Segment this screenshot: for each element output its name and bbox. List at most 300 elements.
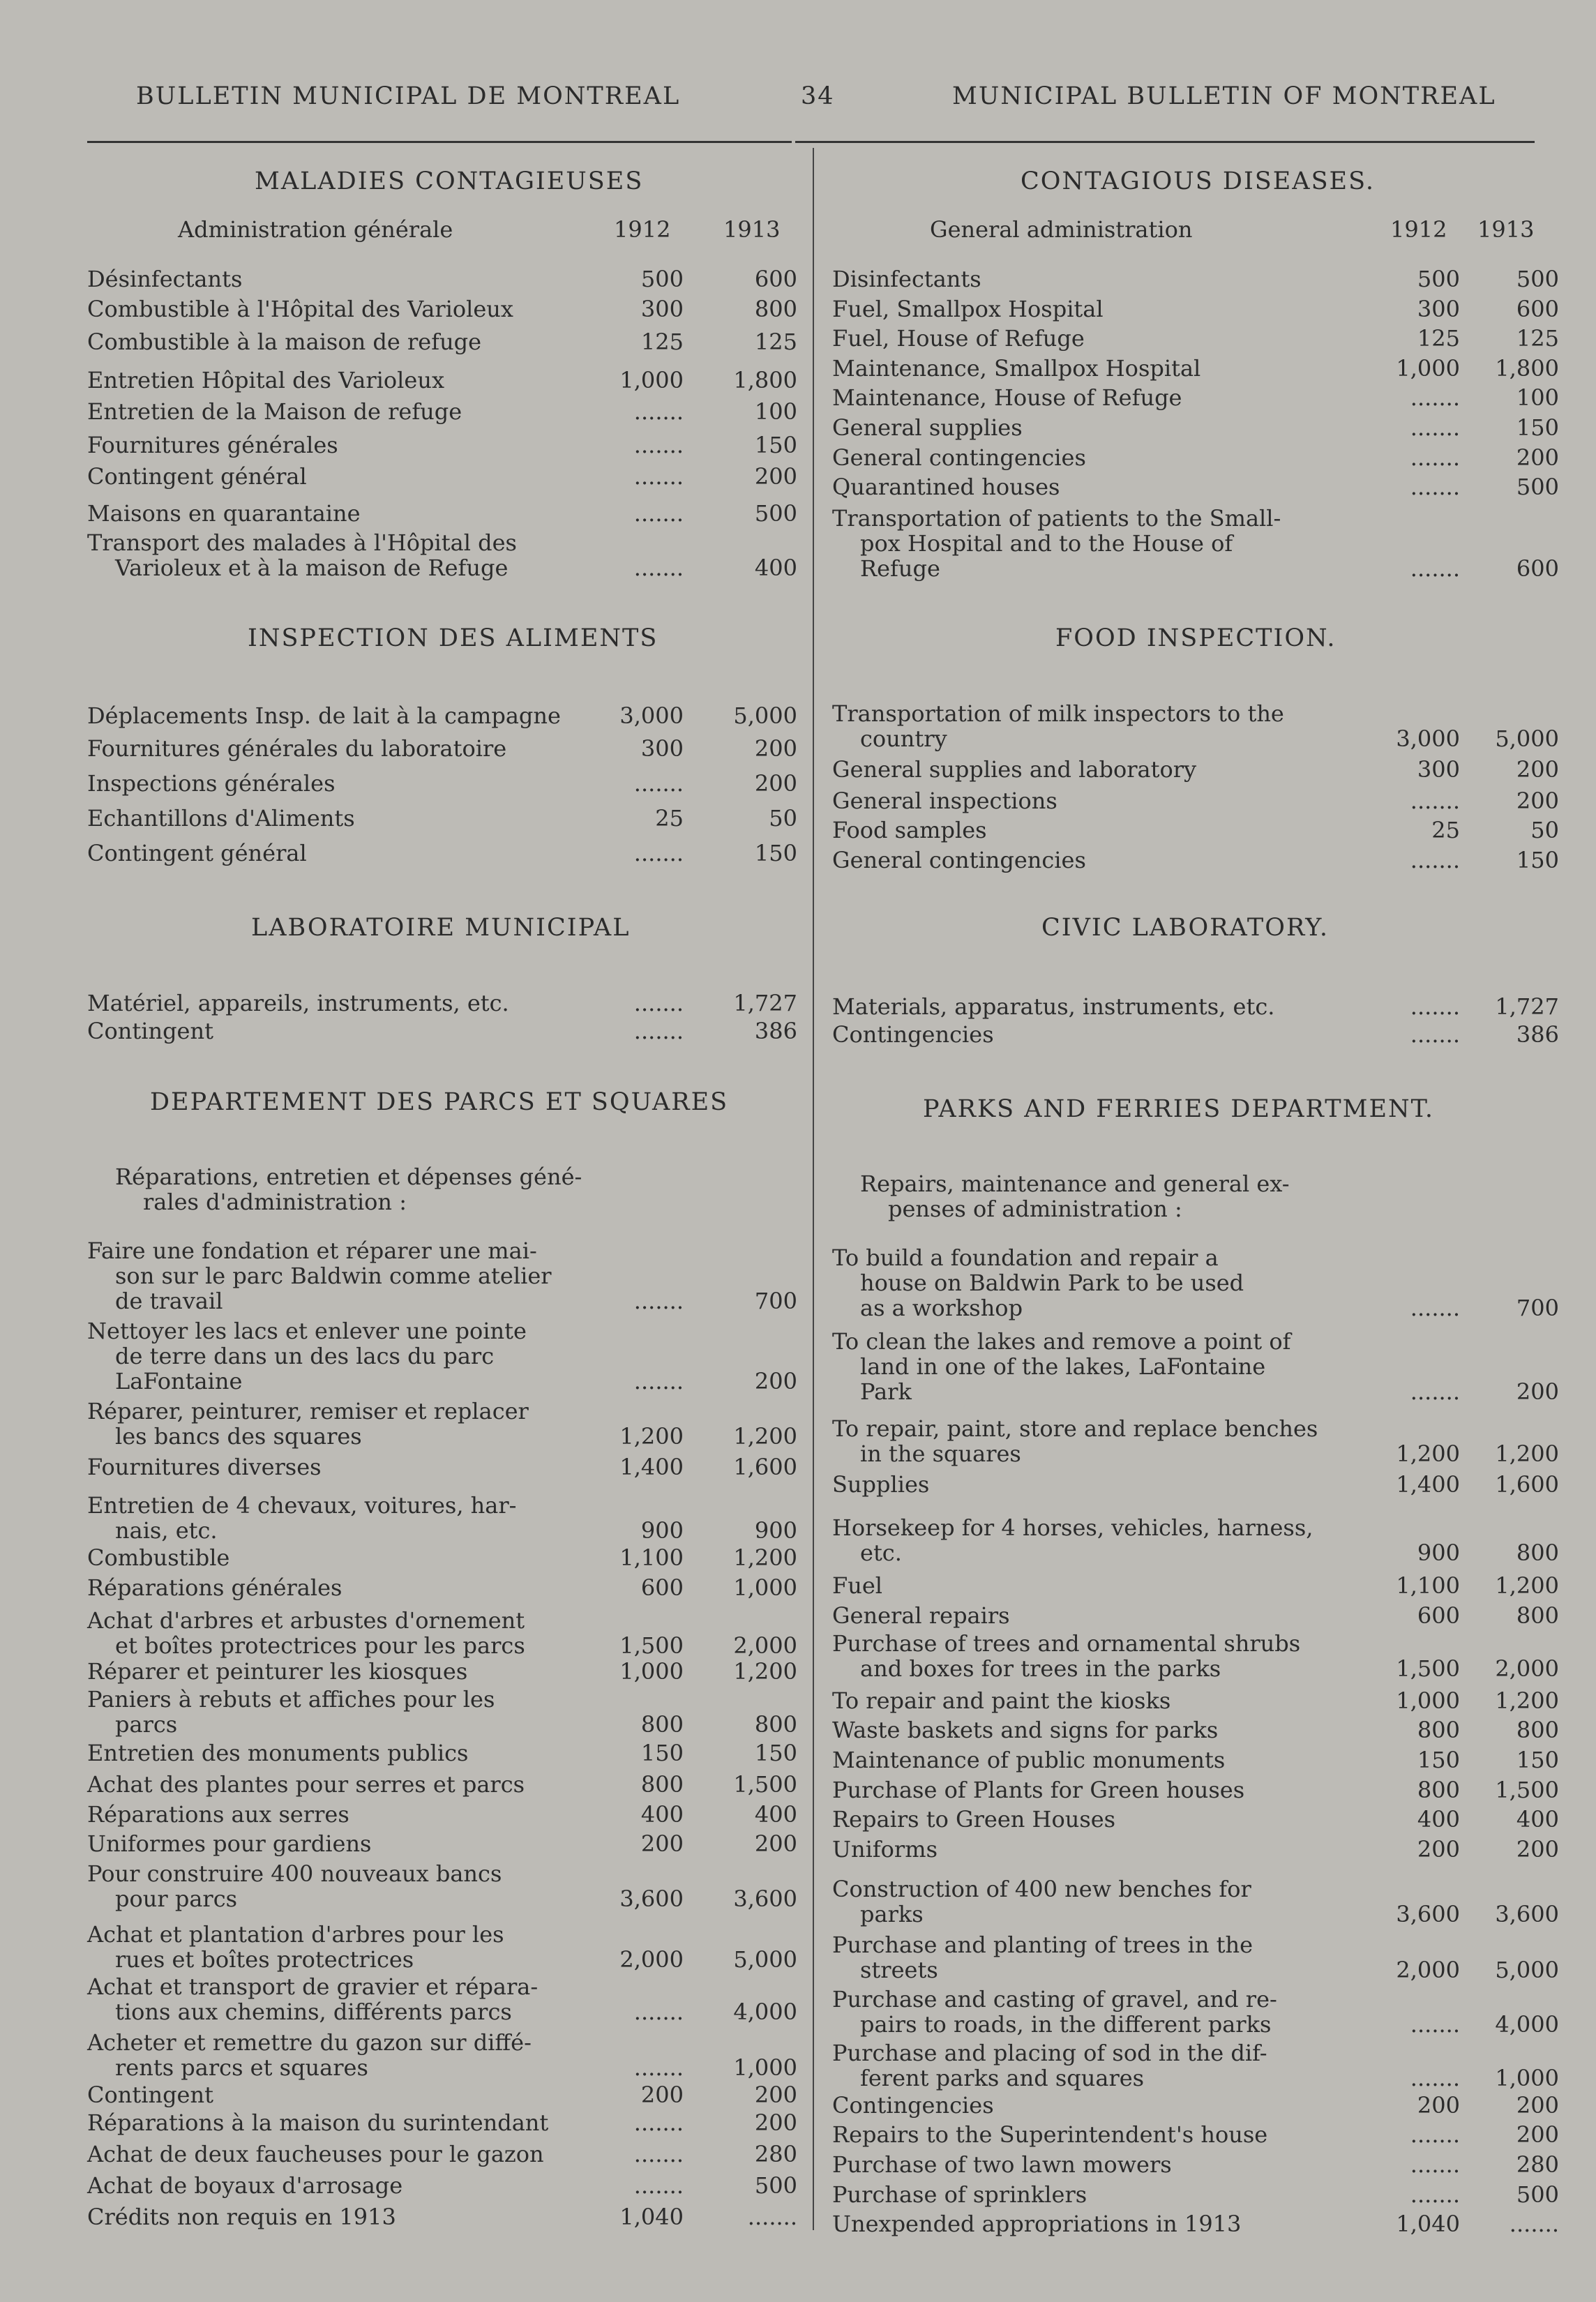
section-subhead-line: rales d'administration :: [143, 1189, 407, 1215]
row-description: [832, 1777, 1320, 1803]
value-1913: 200: [754, 1368, 797, 1394]
description-line: parks: [860, 1901, 924, 1927]
value-1913: 4,000: [733, 1999, 797, 2025]
value-1913: 800: [1516, 1717, 1559, 1743]
row-description: [87, 296, 575, 322]
row-description: [87, 1740, 575, 1766]
row-description: [832, 1329, 1320, 1404]
value-1912: .......: [1410, 2151, 1460, 2178]
year-1912-heading: 1912: [1390, 216, 1447, 243]
row-description: [832, 1472, 1320, 1497]
value-1912: 800: [640, 1771, 684, 1798]
value-1912: 3,600: [619, 1886, 684, 1912]
value-1912: 600: [640, 1574, 684, 1601]
row-description: [832, 2122, 1320, 2147]
value-1913: 5,000: [1495, 1957, 1559, 1983]
value-1912: 1,200: [619, 1423, 684, 1450]
description-line: pox Hospital and to the House of: [860, 530, 1233, 557]
description-line: Entretien Hôpital des Varioleux: [87, 367, 444, 393]
description-line: Réparer et peinturer les kiosques: [87, 1658, 468, 1685]
value-1912: 1,040: [619, 2204, 684, 2230]
section-title: DEPARTEMENT DES PARCS ET SQUARES: [150, 1088, 729, 1116]
value-1912: 2,000: [1396, 1957, 1460, 1983]
value-1912: 150: [1417, 1747, 1460, 1773]
description-line: General contingencies: [832, 847, 1086, 873]
value-1913: 1,200: [733, 1423, 797, 1450]
row-description: [832, 356, 1320, 381]
value-1913: 4,000: [1495, 2011, 1559, 2038]
value-1912: 200: [640, 1830, 684, 1857]
value-1913: 200: [754, 463, 797, 490]
value-1913: 5,000: [733, 1946, 797, 1973]
description-line: Fournitures diverses: [87, 1454, 322, 1480]
row-description: [832, 445, 1320, 470]
row-description: [87, 1608, 575, 1658]
value-1912: 300: [1417, 296, 1460, 322]
row-description: [832, 1603, 1320, 1628]
value-1912: .......: [1410, 444, 1460, 471]
description-line: Uniformes pour gardiens: [87, 1830, 372, 1857]
row-description: [832, 1573, 1320, 1598]
description-line: Purchase and planting of trees in the: [832, 1932, 1254, 1958]
value-1913: 50: [1530, 817, 1559, 843]
description-line: nais, etc.: [115, 1517, 218, 1544]
value-1912: .......: [633, 1368, 684, 1394]
value-1912: .......: [633, 398, 684, 425]
description-line: Repairs to the Superintendent's house: [832, 2121, 1268, 2148]
description-line: Contingent: [87, 2082, 213, 2108]
description-line: To build a foundation and repair a: [832, 1244, 1219, 1271]
value-1912: 900: [640, 1517, 684, 1544]
value-1912: 300: [640, 735, 684, 762]
value-1913: 125: [1516, 325, 1559, 352]
description-line: son sur le parc Baldwin comme atelier: [115, 1263, 552, 1289]
description-line: as a workshop: [860, 1295, 1023, 1321]
value-1913: 200: [754, 2109, 797, 2136]
value-1913: 800: [1516, 1602, 1559, 1629]
value-1913: 150: [1516, 847, 1559, 873]
description-line: Purchase and casting of gravel, and re-: [832, 1986, 1277, 2013]
year-1913-heading: 1913: [723, 216, 781, 243]
section-subhead-line: penses of administration :: [888, 1196, 1182, 1222]
row-description: [87, 1545, 575, 1570]
row-description: [832, 2040, 1320, 2091]
description-line: Réparations générales: [87, 1574, 342, 1601]
description-line: Désinfectants: [87, 266, 243, 292]
value-1912: .......: [1410, 2065, 1460, 2091]
value-1912: .......: [1410, 384, 1460, 411]
value-1912: 200: [1417, 1836, 1460, 1863]
row-description: [832, 788, 1320, 813]
row-description: [87, 771, 575, 796]
row-description: [87, 1238, 575, 1314]
value-1912: .......: [633, 2054, 684, 2081]
value-1912: 125: [640, 329, 684, 355]
value-1913: 700: [754, 1288, 797, 1314]
description-line: Achat de boyaux d'arrosage: [87, 2172, 403, 2199]
description-line: Maisons en quarantaine: [87, 500, 361, 527]
value-1912: 1,000: [1396, 355, 1460, 382]
description-line: Varioleux et à la maison de Refuge: [115, 555, 509, 581]
row-description: [87, 501, 575, 526]
row-description: [832, 1932, 1320, 1983]
description-line: country: [860, 725, 947, 752]
row-description: [87, 2110, 575, 2135]
description-line: Achat et plantation d'arbres pour les: [87, 1921, 504, 1948]
description-line: Réparer, peinturer, remiser et replacer: [87, 1398, 529, 1424]
value-1912: .......: [1410, 993, 1460, 1020]
section-subhead-line: Réparations, entretien et dépenses géné-: [115, 1164, 582, 1190]
description-line: Achat des plantes pour serres et parcs: [87, 1771, 525, 1798]
description-line: Purchase of sprinklers: [832, 2181, 1087, 2208]
value-1912: 1,000: [1396, 1687, 1460, 1714]
value-1913: 1,200: [1495, 1440, 1559, 1467]
value-1913: 600: [1516, 296, 1559, 322]
header-rule-right: [795, 141, 1535, 143]
row-description: [832, 2152, 1320, 2177]
value-1912: 1,100: [619, 1544, 684, 1571]
description-line: Unexpended appropriations in 1913: [832, 2211, 1242, 2237]
value-1913: 280: [1516, 2151, 1559, 2178]
row-description: [832, 2182, 1320, 2207]
description-line: General contingencies: [832, 444, 1086, 471]
description-line: pour parcs: [115, 1886, 238, 1912]
value-1912: .......: [633, 432, 684, 458]
row-description: [87, 1018, 575, 1044]
description-line: Réparations aux serres: [87, 1801, 349, 1828]
row-description: [87, 991, 575, 1016]
row-description: [832, 1876, 1320, 1927]
row-description: [832, 1631, 1320, 1681]
row-description: [832, 1688, 1320, 1713]
value-1913: 1,600: [733, 1454, 797, 1480]
value-1912: .......: [633, 463, 684, 490]
description-line: Faire une fondation et réparer une mai-: [87, 1237, 537, 1264]
value-1912: .......: [1410, 1378, 1460, 1405]
description-line: de travail: [115, 1288, 223, 1314]
value-1912: 800: [640, 1711, 684, 1738]
description-line: ferent parks and squares: [860, 2065, 1145, 2091]
value-1913: 1,727: [733, 990, 797, 1016]
value-1913: 200: [754, 770, 797, 797]
row-description: [87, 2082, 575, 2107]
description-line: General supplies: [832, 414, 1023, 441]
value-1913: 1,200: [733, 1658, 797, 1685]
value-1913: 500: [1516, 266, 1559, 292]
description-line: Contingent général: [87, 840, 307, 866]
description-line: Fuel, House of Refuge: [832, 325, 1085, 352]
description-line: To repair, paint, store and replace benches: [832, 1415, 1318, 1442]
description-line: To repair and paint the kiosks: [832, 1687, 1171, 1714]
value-1913: 1,727: [1495, 993, 1559, 1020]
value-1913: 1,000: [733, 2054, 797, 2081]
value-1912: 2,000: [619, 1946, 684, 1973]
value-1913: 1,000: [733, 1574, 797, 1601]
value-1912: .......: [1410, 2011, 1460, 2038]
description-line: General supplies and laboratory: [832, 756, 1197, 783]
row-description: [87, 1922, 575, 1972]
description-line: Achat de deux faucheuses pour le gazon: [87, 2141, 544, 2167]
row-description: [87, 2204, 575, 2229]
value-1913: 386: [1516, 1021, 1559, 1048]
value-1912: 500: [640, 266, 684, 292]
row-description: [832, 848, 1320, 873]
description-line: Combustible à la maison de refuge: [87, 329, 482, 355]
value-1913: 1,500: [1495, 1777, 1559, 1803]
value-1913: 1,200: [1495, 1687, 1559, 1714]
description-line: Entretien des monuments publics: [87, 1740, 469, 1766]
row-description: [87, 399, 575, 424]
row-description: [87, 703, 575, 728]
row-description: [87, 266, 575, 292]
value-1913: 200: [1516, 756, 1559, 783]
description-line: Waste baskets and signs for parks: [832, 1717, 1219, 1743]
value-1913: 600: [1516, 555, 1559, 582]
description-line: Repairs to Green Houses: [832, 1806, 1116, 1833]
description-line: Crédits non requis en 1913: [87, 2204, 396, 2230]
value-1912: .......: [633, 555, 684, 581]
description-line: Fuel, Smallpox Hospital: [832, 296, 1104, 322]
value-1913: 1,000: [1495, 2065, 1559, 2091]
description-line: Construction of 400 new benches for: [832, 1876, 1251, 1902]
value-1912: .......: [1410, 2181, 1460, 2208]
row-description: [832, 1987, 1320, 2037]
description-line: Matériel, appareils, instruments, etc.: [87, 990, 509, 1016]
value-1913: 200: [754, 735, 797, 762]
row-description: [87, 1772, 575, 1797]
value-1913: 150: [1516, 414, 1559, 441]
description-line: Echantillons d'Aliments: [87, 805, 355, 832]
description-line: Combustible: [87, 1544, 230, 1571]
value-1913: 125: [754, 329, 797, 355]
row-description: [87, 2173, 575, 2198]
section-title: LABORATOIRE MUNICIPAL: [251, 914, 631, 942]
column-subhead: Administration générale: [178, 216, 453, 243]
value-1913: 400: [754, 1801, 797, 1828]
value-1913: 400: [1516, 1806, 1559, 1833]
description-line: etc.: [860, 1540, 902, 1566]
description-line: Supplies: [832, 1471, 930, 1498]
value-1912: 125: [1417, 325, 1460, 352]
row-description: [832, 994, 1320, 1019]
description-line: Déplacements Insp. de lait à la campagne: [87, 702, 561, 729]
value-1912: 1,500: [619, 1632, 684, 1659]
value-1913: 150: [1516, 1747, 1559, 1773]
description-line: tions aux chemins, différents parcs: [115, 1999, 512, 2025]
description-line: Fuel: [832, 1572, 882, 1599]
page-header: [0, 82, 1596, 124]
value-1912: .......: [633, 1288, 684, 1314]
description-line: Pour construire 400 nouveaux bancs: [87, 1860, 502, 1887]
section-title: CONTAGIOUS DISEASES.: [1021, 167, 1375, 195]
value-1912: 25: [1431, 817, 1460, 843]
row-description: [87, 1454, 575, 1480]
row-description: [87, 1802, 575, 1827]
value-1913: 150: [754, 1740, 797, 1766]
value-1913: 200: [1516, 1836, 1559, 1863]
value-1913: 150: [754, 432, 797, 458]
value-1912: 1,500: [1396, 1655, 1460, 1682]
row-description: [87, 736, 575, 761]
value-1912: 600: [1417, 1602, 1460, 1629]
value-1912: .......: [633, 770, 684, 797]
value-1913: 1,200: [1495, 1572, 1559, 1599]
value-1912: .......: [1410, 788, 1460, 814]
value-1912: .......: [633, 1018, 684, 1044]
value-1913: 3,600: [1495, 1901, 1559, 1927]
description-line: Contingent général: [87, 463, 307, 490]
description-line: Purchase of two lawn mowers: [832, 2151, 1172, 2178]
description-line: Maintenance, Smallpox Hospital: [832, 355, 1201, 382]
value-1913: 600: [754, 266, 797, 292]
value-1912: 3,600: [1396, 1901, 1460, 1927]
description-line: parcs: [115, 1711, 178, 1738]
description-line: General inspections: [832, 788, 1057, 814]
row-description: [832, 818, 1320, 843]
description-line: land in one of the lakes, LaFontaine: [860, 1353, 1266, 1380]
year-1913-heading: 1913: [1477, 216, 1535, 243]
row-description: [87, 368, 575, 393]
row-description: [832, 2211, 1320, 2236]
value-1912: 200: [1417, 2092, 1460, 2119]
value-1913: 2,000: [733, 1632, 797, 1659]
value-1913: 800: [754, 1711, 797, 1738]
row-description: [832, 506, 1320, 581]
row-description: [832, 474, 1320, 499]
value-1912: 150: [640, 1740, 684, 1766]
header-rule-left: [87, 141, 792, 143]
value-1912: 400: [640, 1801, 684, 1828]
value-1913: 200: [1516, 2092, 1559, 2119]
description-line: Park: [860, 1378, 912, 1405]
description-line: Contingencies: [832, 2092, 994, 2119]
row-description: [87, 1974, 575, 2024]
value-1913: 200: [1516, 788, 1559, 814]
description-line: Contingencies: [832, 1021, 994, 1048]
section-title: PARKS AND FERRIES DEPARTMENT.: [923, 1095, 1434, 1123]
row-description: [832, 1416, 1320, 1466]
value-1912: .......: [633, 2172, 684, 2199]
row-description: [832, 326, 1320, 351]
row-description: [87, 1493, 575, 1543]
value-1912: 1,040: [1396, 2211, 1460, 2237]
value-1913: .......: [1509, 2211, 1559, 2237]
value-1913: 900: [754, 1517, 797, 1544]
header-right-title: MUNICIPAL BULLETIN OF MONTREAL: [952, 82, 1496, 110]
value-1912: 1,400: [619, 1454, 684, 1480]
value-1913: 1,500: [733, 1771, 797, 1798]
row-description: [832, 385, 1320, 410]
row-description: [832, 1245, 1320, 1321]
row-description: [87, 329, 575, 354]
value-1913: 280: [754, 2141, 797, 2167]
value-1912: 1,000: [619, 1658, 684, 1685]
value-1913: 386: [754, 1018, 797, 1044]
description-line: Transportation of patients to the Small-: [832, 505, 1281, 532]
description-line: rents parcs et squares: [115, 2054, 368, 2081]
value-1912: 300: [640, 296, 684, 322]
description-line: Maintenance of public monuments: [832, 1747, 1226, 1773]
row-description: [87, 432, 575, 458]
value-1913: 1,600: [1495, 1471, 1559, 1498]
value-1913: 150: [754, 840, 797, 866]
value-1913: 800: [754, 296, 797, 322]
row-description: [832, 1837, 1320, 1862]
description-line: house on Baldwin Park to be used: [860, 1270, 1244, 1296]
row-description: [87, 1861, 575, 1911]
value-1912: 400: [1417, 1806, 1460, 1833]
row-description: [832, 1022, 1320, 1047]
value-1912: 3,000: [1396, 725, 1460, 752]
row-description: [832, 1717, 1320, 1743]
description-line: Acheter et remettre du gazon sur diffé-: [87, 2029, 532, 2056]
value-1913: 200: [1516, 1378, 1559, 1405]
description-line: Nettoyer les lacs et enlever une pointe: [87, 1318, 527, 1344]
row-description: [832, 701, 1320, 751]
description-line: To clean the lakes and remove a point of: [832, 1328, 1291, 1355]
row-description: [87, 530, 575, 580]
description-line: Achat d'arbres et arbustes d'ornement: [87, 1607, 525, 1634]
value-1912: 1,200: [1396, 1440, 1460, 1467]
value-1913: 800: [1516, 1540, 1559, 1566]
value-1913: 1,800: [733, 367, 797, 393]
description-line: and boxes for trees in the parks: [860, 1655, 1221, 1682]
row-description: [832, 757, 1320, 782]
value-1912: 800: [1417, 1717, 1460, 1743]
value-1912: 1,000: [619, 367, 684, 393]
value-1913: 3,600: [733, 1886, 797, 1912]
row-description: [832, 266, 1320, 292]
description-line: streets: [860, 1957, 938, 1983]
value-1912: 500: [1417, 266, 1460, 292]
description-line: Réparations à la maison du surintendant: [87, 2109, 549, 2136]
value-1913: 500: [1516, 474, 1559, 500]
description-line: Purchase of trees and ornamental shrubs: [832, 1630, 1301, 1657]
value-1913: 2,000: [1495, 1655, 1559, 1682]
value-1913: 500: [754, 2172, 797, 2199]
description-line: Transportation of milk inspectors to the: [832, 700, 1284, 727]
row-description: [87, 464, 575, 489]
value-1913: 50: [769, 805, 797, 832]
row-description: [87, 806, 575, 831]
value-1913: 500: [1516, 2181, 1559, 2208]
column-subhead: General administration: [930, 216, 1193, 243]
value-1913: 200: [1516, 444, 1559, 471]
description-line: Entretien de la Maison de refuge: [87, 398, 462, 425]
row-description: [87, 1831, 575, 1856]
description-line: in the squares: [860, 1440, 1021, 1467]
value-1912: .......: [1410, 555, 1460, 582]
description-line: et boîtes protectrices pour les parcs: [115, 1632, 525, 1659]
value-1913: 200: [1516, 2121, 1559, 2148]
value-1912: 800: [1417, 1777, 1460, 1803]
value-1913: 100: [754, 398, 797, 425]
description-line: Disinfectants: [832, 266, 981, 292]
description-line: Fournitures générales du laboratoire: [87, 735, 507, 762]
value-1912: .......: [1410, 1295, 1460, 1321]
section-title: FOOD INSPECTION.: [1055, 624, 1337, 652]
section-title: MALADIES CONTAGIEUSES: [255, 167, 644, 195]
description-line: Paniers à rebuts et affiches pour les: [87, 1686, 495, 1713]
description-line: Uniforms: [832, 1836, 938, 1863]
value-1912: .......: [1410, 474, 1460, 500]
value-1913: 500: [754, 500, 797, 527]
row-description: [87, 841, 575, 866]
description-line: LaFontaine: [115, 1368, 243, 1394]
description-line: Transport des malades à l'Hôpital des: [87, 529, 517, 556]
value-1913: 700: [1516, 1295, 1559, 1321]
value-1912: .......: [633, 840, 684, 866]
